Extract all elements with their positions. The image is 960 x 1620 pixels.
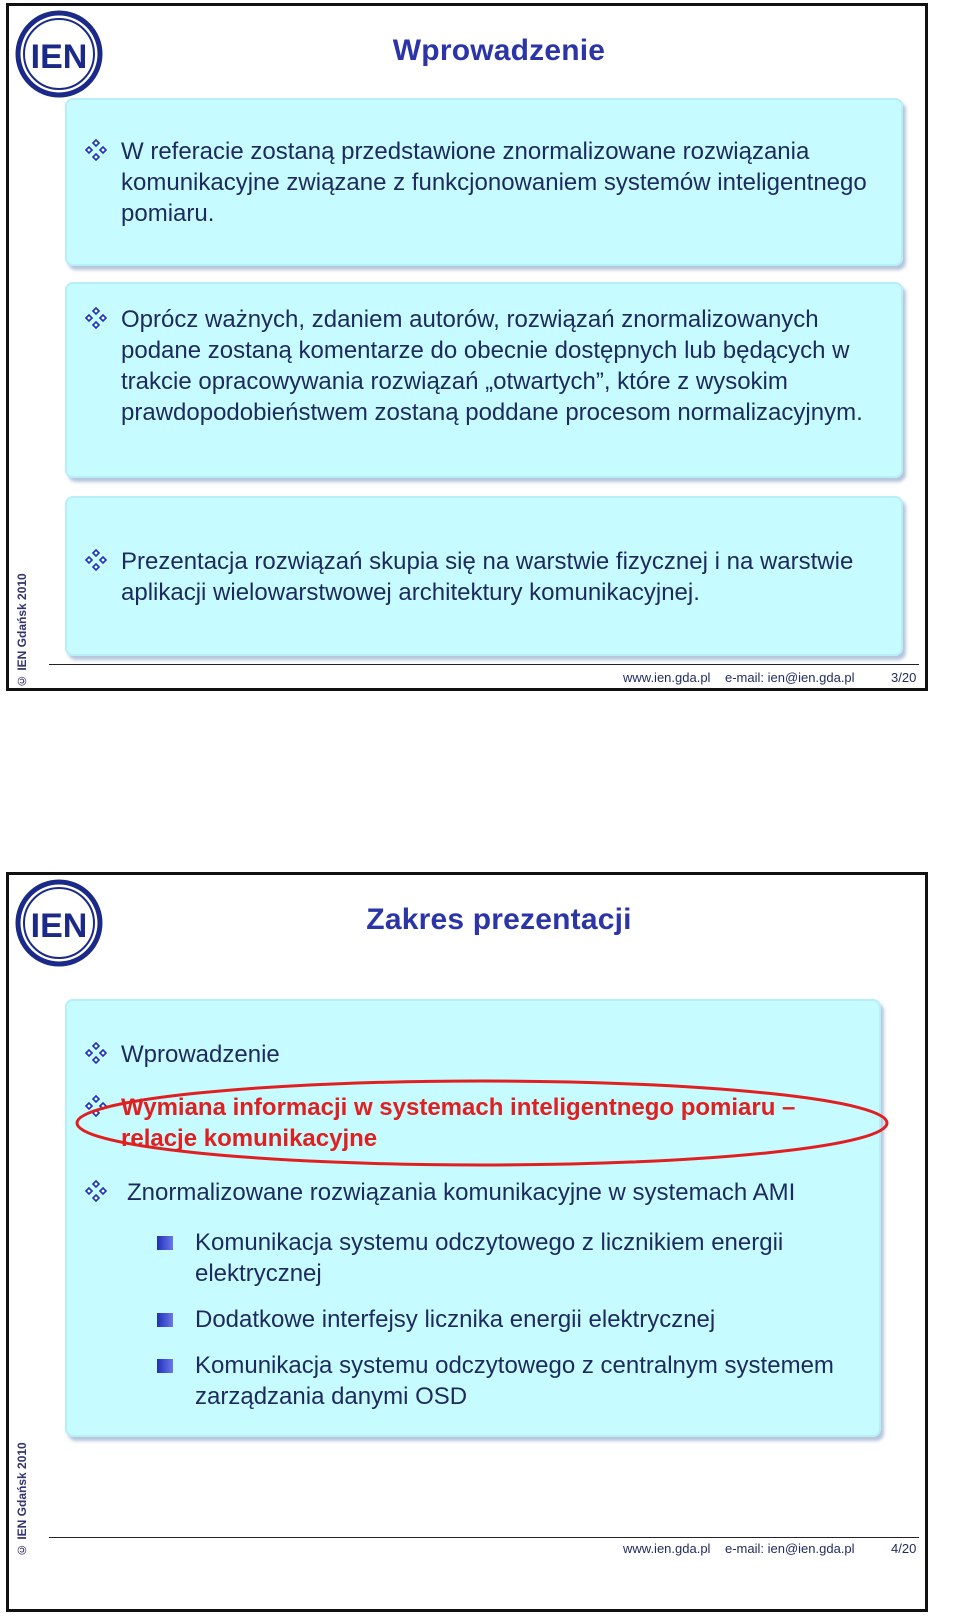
bullet-text: Wprowadzenie (121, 1041, 280, 1068)
content-box (65, 282, 903, 478)
square-bullet-icon (157, 1313, 173, 1327)
list-item (85, 546, 883, 608)
list-item (85, 304, 883, 428)
footer-email[interactable]: e-mail: ien@ien.gda.pl (725, 1541, 855, 1556)
bullet-text: Prezentacja rozwiązań skupia się na warstwie fizycznej i na warstwie aplikacji wielowarstwowej architektury komunikacyjnej. (121, 548, 854, 606)
bullet-text: Znormalizowane rozwiązania komunikacyjne w systemach AMI (127, 1179, 796, 1206)
footer-divider (49, 1537, 919, 1538)
square-bullet-icon (157, 1236, 173, 1250)
svg-text:IEN: IEN (30, 907, 88, 945)
content-box (65, 496, 903, 656)
highlight-ellipse (73, 1077, 891, 1169)
list-item (85, 1039, 861, 1070)
diamond-bullet-icon (85, 139, 107, 161)
list-item (85, 136, 883, 229)
sub-bullet-text: Komunikacja systemu odczytowego z licznikiem energii elektrycznej (195, 1229, 784, 1287)
footer-email[interactable]: e-mail: ien@ien.gda.pl (725, 670, 855, 685)
copyright: © IEN Gdańsk 2010 (15, 573, 29, 688)
page-number: 3/20 (891, 670, 917, 685)
diamond-bullet-icon (85, 307, 107, 329)
sub-list-item (157, 1304, 857, 1335)
slide-title: Wprowadzenie (392, 34, 606, 67)
ien-logo (15, 879, 103, 967)
copyright: © IEN Gdańsk 2010 (15, 1442, 29, 1557)
diamond-bullet-icon (85, 549, 107, 571)
sub-bullet-text: Dodatkowe interfejsy licznika energii elektrycznej (195, 1306, 716, 1333)
footer-website[interactable]: www.ien.gda.pl (623, 1541, 711, 1556)
diamond-bullet-icon (85, 1042, 107, 1064)
bullet-text: Wymiana informacji w systemach inteligentnego pomiaru – relacje komunikacyjne (121, 1094, 796, 1152)
sub-bullet-text: Komunikacja systemu odczytowego z centralnym systemem zarządzania danymi OSD (195, 1352, 834, 1410)
sub-list-item (157, 1227, 857, 1289)
slide-3 (6, 3, 928, 691)
content-box (65, 98, 903, 266)
slide-4 (6, 872, 928, 1612)
page-number: 4/20 (891, 1541, 917, 1556)
bullet-text: W referacie zostaną przedstawione znormalizowane rozwiązania komunikacyjne związane z funkcjonowaniem systemów inteligentnego pomiaru. (121, 138, 867, 227)
ien-logo (15, 10, 103, 98)
sub-list-item (157, 1350, 857, 1412)
svg-text:IEN: IEN (30, 38, 88, 76)
list-item (85, 1177, 861, 1208)
diamond-bullet-icon (85, 1180, 107, 1202)
square-bullet-icon (157, 1359, 173, 1373)
slide-title: Zakres prezentacji (366, 903, 632, 936)
footer-website[interactable]: www.ien.gda.pl (623, 670, 711, 685)
bullet-text: Oprócz ważnych, zdaniem autorów, rozwiązań znormalizowanych podane zostaną komentarze do obecnie dostępnych lub będących w trakcie opracowywania rozwiązań „otwartych”, które z wysokim prawdopodobieństwem zostaną poddane procesom normalizacyjnym. (121, 306, 863, 426)
footer-divider (49, 664, 919, 665)
